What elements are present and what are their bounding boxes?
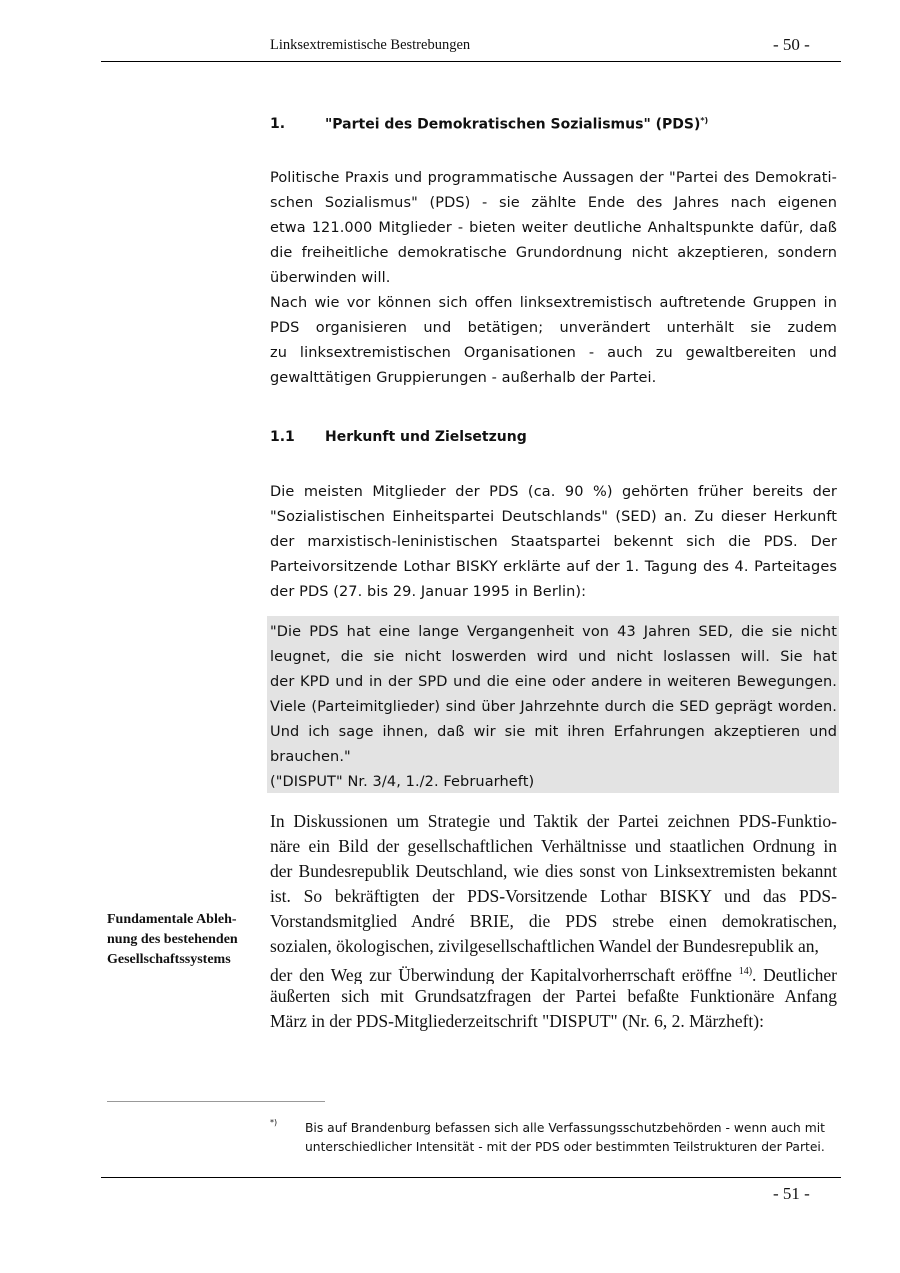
section-heading [325, 116, 708, 133]
text-line: der PDS (27. bis 29. Januar 1995 in Berlin): [270, 584, 587, 600]
footnote-reference[interactable]: *) [700, 116, 709, 125]
text-line: Nach wie vor können sich offen linksextremistisch auftretende Gruppen in [270, 295, 837, 311]
text-line: leugnet, die sie nicht loswerden wird und nicht loslassen will. Sie hat [270, 649, 837, 665]
text-line: äußerten sich mit Grundsatzfragen der Partei befaßte Funktionäre Anfang [270, 986, 837, 1006]
endnote-reference[interactable]: 14) [738, 966, 753, 977]
subsection-number: 1.1 [270, 429, 295, 445]
page-number-top: - 50 - [773, 35, 810, 54]
footnote-mark: *) [270, 1118, 278, 1127]
text-line: schen Sozialismus" (PDS) - sie zählte Ende des Jahres nach eigenen [270, 195, 837, 211]
text-line: gewalttätigen Gruppierungen - außerhalb der Partei. [270, 370, 657, 386]
text-line: näre ein Bild der gesellschaftlichen Verhältnisse und staatlichen Ordnung in [270, 836, 837, 856]
text-line: In Diskussionen um Strategie und Taktik der Partei zeichnen PDS-Funktio- [270, 811, 837, 831]
intro-paragraph [270, 166, 837, 391]
strategy-paragraph [270, 809, 837, 1034]
text-line: Die meisten Mitglieder der PDS (ca. 90 %) gehörten früher bereits der [270, 484, 837, 500]
margin-note [107, 910, 238, 970]
text-line: "Sozialistischen Einheitspartei Deutschlands" (SED) an. Zu dieser Herkunft [270, 509, 837, 525]
margin-note-line: Fundamentale Ableh- [107, 912, 237, 927]
margin-note-line: nung des bestehenden [107, 932, 238, 947]
text-line: Viele (Parteimitglieder) sind über Jahrzehnte durch die SED geprägt worden. [270, 699, 837, 715]
header-rule [101, 61, 841, 62]
footnote-text [305, 1119, 840, 1157]
text-line: Parteivorsitzende Lothar BISKY erklärte auf der 1. Tagung des 4. Parteitages [270, 559, 837, 575]
text-line: PDS organisieren und betätigen; unverändert unterhält sie zudem [270, 320, 837, 336]
quote-text [270, 620, 837, 795]
text-line: Und ich sage ihnen, daß wir sie mit ihren Erfahrungen akzeptieren und [270, 724, 837, 740]
running-header-title: Linksextremistische Bestrebungen [270, 37, 471, 53]
margin-note-line: Gesellschaftssystems [107, 952, 231, 967]
footnote-line: Bis auf Brandenburg befassen sich alle Verfassungsschutzbehörden - wenn auch mit [305, 1121, 825, 1135]
text-line: der Bundesrepublik Deutschland, wie dies sonst von Linksextremisten bekannt [270, 861, 837, 881]
page-number-bottom: - 51 - [773, 1184, 810, 1203]
text-line: überwinden will. [270, 270, 391, 286]
footnote-separator [107, 1101, 325, 1102]
text-line: sozialen, ökologischen, zivilgesellschaftlichen Wandel der Bundesrepublik an, [270, 936, 819, 956]
text-line: ist. So bekräftigten der PDS-Vorsitzende Lothar BISKY und das PDS- [270, 886, 837, 906]
text-line: zu linksextremistischen Organisationen - auch zu gewaltbereiten und [270, 345, 837, 361]
text-line: brauchen." [270, 749, 351, 765]
text-line: die freiheitliche demokratische Grundordnung nicht akzeptieren, sondern [270, 245, 837, 261]
text-line: "Die PDS hat eine lange Vergangenheit von 43 Jahren SED, die sie nicht [270, 624, 837, 640]
text-line [270, 959, 837, 984]
text-line: Politische Praxis und programmatische Aussagen der "Partei des Demokrati- [270, 170, 837, 186]
footer-rule [101, 1177, 841, 1178]
section-heading-text: "Partei des Demokratischen Sozialismus" (PDS) [325, 116, 701, 133]
text-line: der KPD und in der SPD und die eine oder andere in weiteren Bewegungen. [270, 674, 837, 690]
section-number: 1. [270, 116, 286, 132]
text-line: März in der PDS-Mitgliederzeitschrift "DISPUT" (Nr. 6, 2. Märzheft): [270, 1011, 764, 1031]
text-line: der marxistisch-leninistischen Staatspartei bekennt sich die PDS. Der [270, 534, 837, 550]
text-line: ("DISPUT" Nr. 3/4, 1./2. Februarheft) [270, 774, 535, 790]
footnote-line: unterschiedlicher Intensität - mit der PDS oder bestimmten Teilstrukturen der Partei. [305, 1140, 825, 1154]
origin-paragraph [270, 480, 837, 605]
text-line: etwa 121.000 Mitglieder - bieten weiter deutliche Anhaltspunkte dafür, daß [270, 220, 837, 236]
text-fragment: der den Weg zur Überwindung der Kapitalvorherrschaft eröffne [270, 964, 739, 984]
text-line: Vorstandsmitglied André BRIE, die PDS strebe einen demokratischen, [270, 911, 837, 931]
subsection-heading: Herkunft und Zielsetzung [325, 429, 527, 445]
text-fragment: . Deutlicher [752, 964, 837, 984]
